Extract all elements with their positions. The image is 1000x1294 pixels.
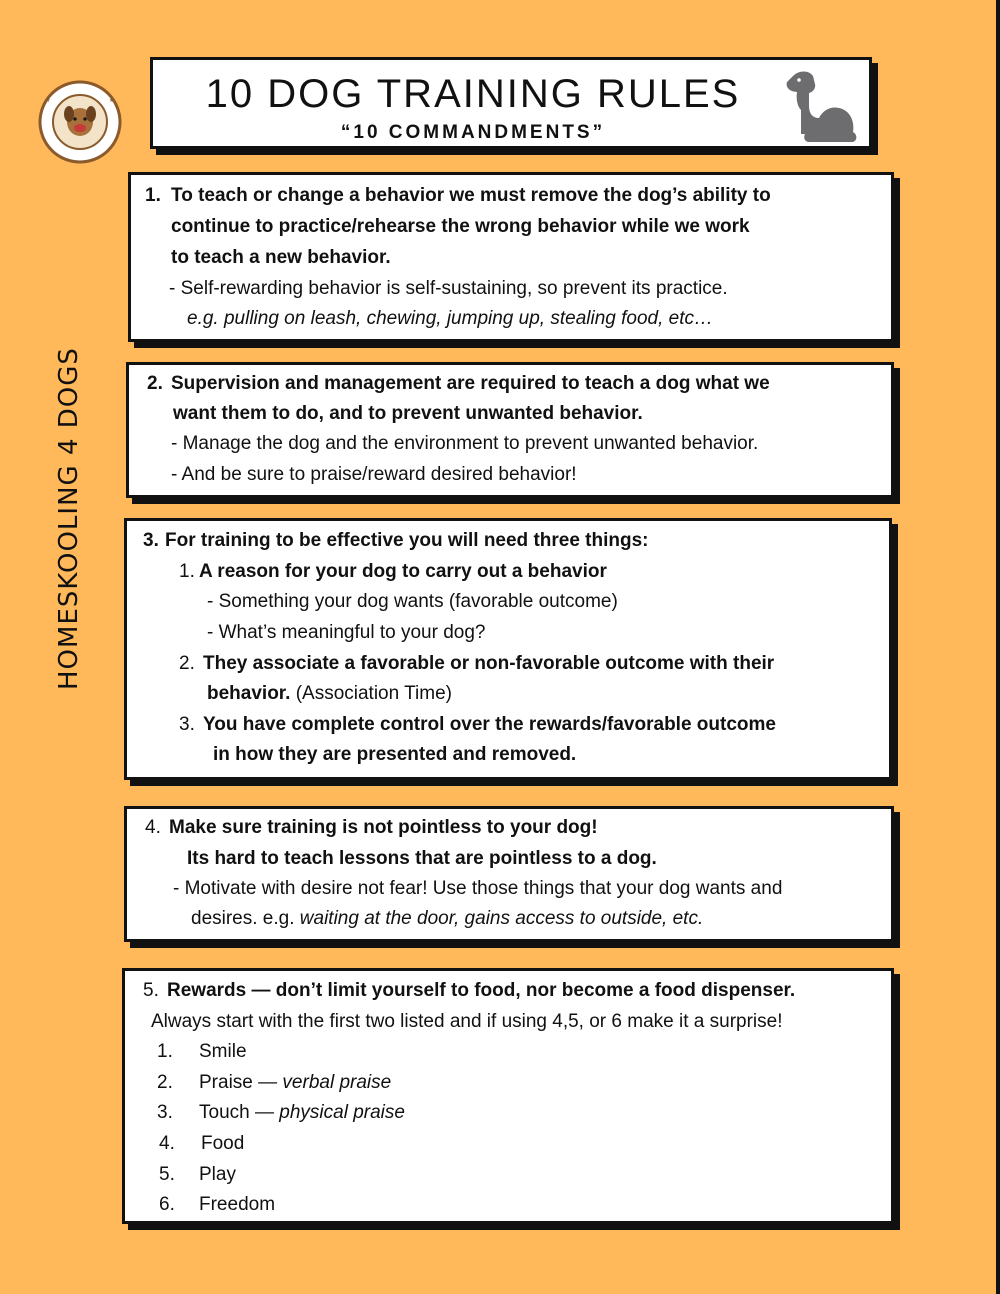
reward-5-label: Play (199, 1164, 236, 1185)
rule-4-heading-line-1: Make sure training is not pointless to your dog! (169, 817, 598, 838)
rule-3-item-2-number: 2. (179, 653, 195, 674)
page-title: 10 DOG TRAINING RULES (205, 72, 741, 116)
rule-2-box (126, 362, 894, 498)
rule-5-intro: Always start with the first two listed and if using 4,5, or 6 make it a surprise! (151, 1011, 783, 1032)
reward-5-number: 5. (159, 1164, 175, 1185)
rule-1-number: 1. (145, 185, 161, 206)
reward-6-number: 6. (159, 1194, 175, 1215)
rule-3-number: 3. (143, 530, 159, 551)
rule-3-item-3-line-2: in how they are presented and removed. (213, 744, 577, 765)
rule-2-number: 2. (147, 373, 163, 394)
rule-4-box (124, 806, 894, 942)
rule-4-number: 4. (145, 817, 161, 838)
reward-2-detail: verbal praise (282, 1072, 392, 1093)
rule-5-box (122, 968, 894, 1224)
svg-text:★: ★ (109, 97, 115, 104)
rule-1-heading-line-3: to teach a new behavior. (171, 247, 391, 268)
rule-3-item-3-line-1: You have complete control over the rewards/favorable outcome (203, 714, 776, 735)
rule-3-heading: For training to be effective you will need three things: (165, 530, 649, 551)
rule-2-heading-line-2: want them to do, and to prevent unwanted behavior. (173, 403, 643, 424)
rule-2-heading-line-1: Supervision and management are required to teach a dog what we (171, 373, 770, 394)
reward-6-label: Freedom (199, 1194, 276, 1215)
rule-4-note-example: waiting at the door, gains access to outside, etc. (299, 908, 704, 929)
reward-2-row (199, 1068, 391, 1098)
rule-3-item-1-sub-1: - Something your dog wants (favorable outcome) (207, 591, 618, 612)
rule-2-note-2: - And be sure to praise/reward desired behavior! (171, 464, 577, 485)
reward-2-label: Praise — (199, 1072, 278, 1093)
rule-3-item-2-behavior: behavior. (207, 683, 291, 704)
rule-1-box (128, 172, 894, 342)
rule-5-number: 5. (143, 980, 159, 1001)
rule-3-item-2-line-1: They associate a favorable or non-favorable outcome with their (203, 653, 775, 674)
reward-4-number: 4. (159, 1133, 175, 1154)
side-label: HOMESKOOLING 4 DOGS (54, 347, 84, 690)
rule-1-heading-line-2: continue to practice/rehearse the wrong behavior while we work (171, 216, 750, 237)
rule-1-heading-line-1: To teach or change a behavior we must remove the dog’s ability to (171, 185, 771, 206)
rule-5-heading: Rewards — don’t limit yourself to food, nor become a food dispenser. (167, 980, 796, 1001)
rule-4-note-line-1: - Motivate with desire not fear! Use those things that your dog wants and (173, 878, 783, 899)
rule-3-item-3-number: 3. (179, 714, 195, 735)
rule-3-item-2-line-2 (207, 679, 452, 709)
rule-4-note-line-2 (191, 904, 703, 934)
reward-1-label: Smile (199, 1041, 247, 1062)
sitting-dog-icon (779, 66, 859, 146)
reward-4-label: Food (201, 1133, 245, 1154)
rule-4-heading-line-2: Its hard to teach lessons that are pointless to a dog. (187, 848, 657, 869)
homeskooling-logo (38, 80, 122, 164)
rule-3-item-1-number: 1. (179, 561, 195, 582)
page-subtitle: “10 COMMANDMENTS” (340, 122, 606, 143)
rule-3-item-1-sub-2: - What’s meaningful to your dog? (207, 622, 486, 643)
page-edge (996, 0, 1000, 1294)
svg-text:★: ★ (45, 97, 51, 104)
rule-3-box (124, 518, 892, 780)
reward-3-row (199, 1098, 405, 1128)
rule-1-note: - Self-rewarding behavior is self-sustaining, so prevent its practice. (169, 278, 728, 299)
rule-1-example: e.g. pulling on leash, chewing, jumping up, stealing food, etc… (187, 308, 713, 329)
rule-3-item-2-note: (Association Time) (295, 683, 452, 704)
reward-3-detail: physical praise (279, 1102, 405, 1123)
reward-3-number: 3. (157, 1102, 173, 1123)
reward-2-number: 2. (157, 1072, 173, 1093)
reward-3-label: Touch — (199, 1102, 274, 1123)
rule-4-note-desires: desires. e.g. (191, 908, 295, 929)
rule-2-note-1: - Manage the dog and the environment to prevent unwanted behavior. (171, 433, 759, 454)
reward-1-number: 1. (157, 1041, 173, 1062)
rule-3-item-1: A reason for your dog to carry out a behavior (199, 561, 607, 582)
header-box (150, 57, 872, 149)
